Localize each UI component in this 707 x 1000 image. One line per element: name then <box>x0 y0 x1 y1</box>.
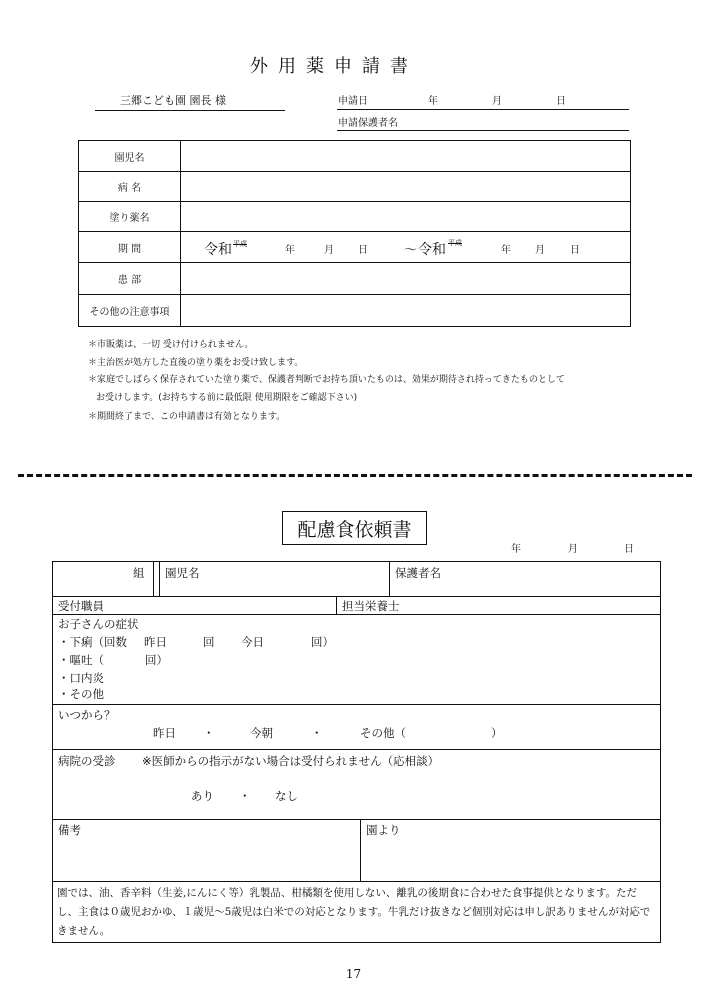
diarrhea-today: 今日 <box>241 635 264 649</box>
addressee: 三郷こども園 園長 様 <box>120 94 226 107</box>
addressee-underline <box>95 110 285 111</box>
hospital-yes[interactable]: あり <box>191 789 214 803</box>
note-3: ＊家庭でしばらく保存されていた塗り薬で、保護者判断でお持ち頂いたものは、効果が期待され持ってきたものとして <box>88 375 565 385</box>
child-name-label: 園児名 <box>79 141 181 171</box>
from-school-label: 園より <box>366 823 401 837</box>
form2-month-label: 月 <box>568 544 578 555</box>
form2-year-label: 年 <box>511 544 521 555</box>
hospital-note: ※医師からの指示がない場合は受付られません（応相談） <box>142 754 440 768</box>
note-1: ＊市販薬は、一切 受け付けられません。 <box>88 340 254 350</box>
special-meal-request-table <box>52 561 661 943</box>
period-start-era-handwritten: 令和 <box>204 242 232 258</box>
row-medicine[interactable] <box>79 202 630 232</box>
apply-month-label: 月 <box>492 96 502 107</box>
diarrhea-times-2: 回） <box>311 635 334 649</box>
period-label: 期 間 <box>79 232 181 262</box>
period-end-year: 年 <box>501 245 511 256</box>
meal-policy-note: 園では、油、香辛料（生姜,にんにく等）乳製品、柑橘類を使用しない、離乳の後期食に合わせた食事提供となります。ただし、主食は０歳児おかゆ、１歳児～5歳児は白米での対応となります。牛乳だけ抜きなど個別対応は申し訳ありませんが対応できません。 <box>57 887 651 937</box>
divider <box>159 562 160 596</box>
class-label: 組 <box>133 566 145 580</box>
note-4: ＊期間終了まで、この申請書は有効となります。 <box>88 412 286 422</box>
other-symptom-label: ・その他 <box>58 687 104 701</box>
note-2: ＊主治医が処方した直後の塗り薬をお受け致します。 <box>88 358 304 368</box>
apply-date-underline <box>337 109 629 110</box>
guardian-label: 保護者名 <box>395 566 441 580</box>
vomit-label: ・嘔吐（ <box>58 653 104 667</box>
divider <box>53 596 660 597</box>
remarks-label: 備考 <box>58 823 81 837</box>
row-other-notes[interactable] <box>79 295 630 326</box>
symptoms-label: お子さんの症状 <box>58 617 139 631</box>
other-notes-label: その他の注意事項 <box>79 295 181 326</box>
period-end-era-struck: 平成 <box>448 239 462 247</box>
form1-title: 外用薬申請書 <box>250 56 418 77</box>
since-other[interactable]: その他（ <box>360 726 406 740</box>
divider <box>389 562 390 596</box>
divider <box>53 749 660 750</box>
apply-day-label: 日 <box>556 96 566 107</box>
separator-dot: ・ <box>311 726 323 740</box>
period-start-year: 年 <box>285 245 295 256</box>
diarrhea-label: ・下痢（回数 <box>58 635 127 649</box>
apply-date-label: 申請日 <box>338 96 368 107</box>
diarrhea-yesterday: 昨日 <box>144 635 167 649</box>
page-number: 17 <box>345 967 362 981</box>
row-affected-area[interactable] <box>79 263 630 295</box>
row-disease[interactable] <box>79 172 630 202</box>
apply-year-label: 年 <box>428 96 438 107</box>
guardian-name-label: 申請保護者名 <box>338 118 398 129</box>
period-end-day: 日 <box>570 245 580 256</box>
medicine-application-table <box>78 140 631 327</box>
row-child-name[interactable] <box>79 141 630 172</box>
cut-line <box>18 474 692 477</box>
stomatitis-label: ・口内炎 <box>58 671 104 685</box>
separator-dot: ・ <box>203 726 215 740</box>
staff-label: 受付職員 <box>58 599 104 613</box>
period-start-era-struck: 平成 <box>233 240 247 248</box>
period-tilde: ～ <box>404 243 418 258</box>
row-period[interactable] <box>79 232 630 263</box>
diarrhea-times-1: 回 <box>203 635 215 649</box>
since-this-morning[interactable]: 今朝 <box>250 726 273 740</box>
affected-area-label: 患 部 <box>79 263 181 294</box>
disease-label: 病 名 <box>79 172 181 201</box>
form2-title: 配慮食依頼書 <box>282 511 427 545</box>
child-name-label: 園児名 <box>165 566 200 580</box>
hospital-no[interactable]: なし <box>275 789 298 803</box>
divider <box>153 562 154 596</box>
divider <box>336 596 337 614</box>
period-start-month: 月 <box>324 245 334 256</box>
divider <box>53 881 660 882</box>
divider <box>53 819 660 820</box>
medicine-label: 塗り薬名 <box>79 202 181 231</box>
period-end-era-handwritten: 令和 <box>418 242 446 258</box>
period-end-month: 月 <box>535 245 545 256</box>
hospital-label: 病院の受診 <box>58 754 116 768</box>
note-3-cont: お受けします。(お持ちする前に最低限 使用期限をご確認下さい) <box>96 393 358 403</box>
period-start-day: 日 <box>358 245 368 256</box>
divider <box>53 614 660 615</box>
divider <box>53 704 660 705</box>
guardian-name-underline <box>337 130 629 131</box>
nutritionist-label: 担当栄養士 <box>342 599 400 613</box>
form2-day-label: 日 <box>624 544 634 555</box>
since-yesterday[interactable]: 昨日 <box>153 726 176 740</box>
divider <box>360 819 361 881</box>
separator-dot: ・ <box>239 789 251 803</box>
since-other-close: ） <box>491 726 503 740</box>
since-label: いつから？ <box>58 708 116 722</box>
vomit-times: 回） <box>145 653 168 667</box>
